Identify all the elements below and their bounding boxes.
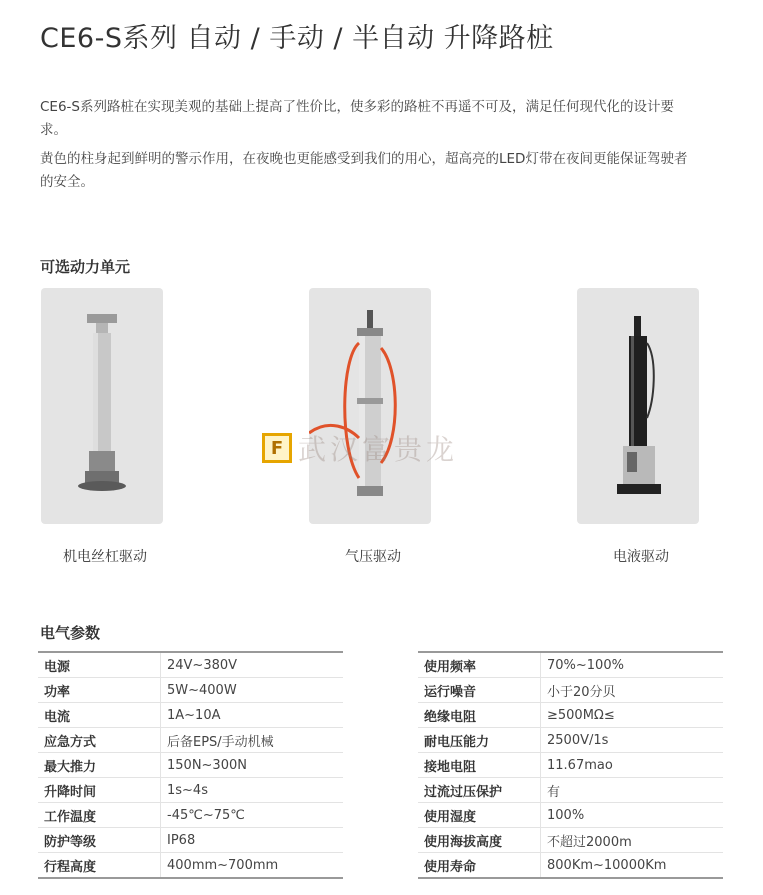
spec-key: 使用寿命 <box>418 853 541 879</box>
spec-value: 800Km~10000Km <box>541 853 724 879</box>
spec-value: 100% <box>541 803 724 828</box>
drives-heading: 可选动力单元 <box>40 258 131 276</box>
spec-value: 5W~400W <box>161 678 344 703</box>
spec-key: 耐电压能力 <box>418 728 541 753</box>
specs-heading: 电气参数 <box>40 624 101 642</box>
spec-key: 电源 <box>38 652 161 678</box>
spec-key: 绝缘电阻 <box>418 703 541 728</box>
page-title: CE6-S系列 自动 / 手动 / 半自动 升降路桩 <box>40 23 554 54</box>
pneumatic-bollard-image <box>309 288 431 524</box>
spec-value: 24V~380V <box>161 652 344 678</box>
lead-screw-bollard-image <box>41 288 163 524</box>
watermark-text: 武汉富贵龙 <box>298 433 459 466</box>
spec-key: 功率 <box>38 678 161 703</box>
spec-key: 接地电阻 <box>418 753 541 778</box>
spec-key: 过流过压保护 <box>418 778 541 803</box>
spec-value: 2500V/1s <box>541 728 724 753</box>
table-row <box>38 652 343 678</box>
table-row <box>418 753 723 778</box>
drive-label-pneumatic: 气压驱动 <box>345 549 401 565</box>
intro-paragraph-2: 黄色的柱身起到鲜明的警示作用，在夜晚也更能感受到我们的用心，超高亮的LED灯带在夜间更能保证驾驶者的安全。 <box>40 151 688 190</box>
spec-value: 11.67mao <box>541 753 724 778</box>
spec-key: 使用海拔高度 <box>418 828 541 853</box>
spec-key: 防护等级 <box>38 828 161 853</box>
table-row <box>418 678 723 703</box>
spec-key: 使用频率 <box>418 652 541 678</box>
spec-value: 70%~100% <box>541 652 724 678</box>
table-row <box>418 853 723 879</box>
spec-value: 后备EPS/手动机械 <box>161 728 344 753</box>
spec-key: 应急方式 <box>38 728 161 753</box>
spec-value: 有 <box>541 778 724 803</box>
table-row <box>418 703 723 728</box>
spec-value: ≥500MΩ≤ <box>541 703 724 728</box>
table-row <box>38 703 343 728</box>
table-row <box>418 728 723 753</box>
drive-label-electro-hydraulic: 电液驱动 <box>613 549 669 565</box>
table-row <box>418 828 723 853</box>
electro-hydraulic-bollard-image <box>577 288 699 524</box>
spec-key: 运行噪音 <box>418 678 541 703</box>
drive-card-pneumatic <box>309 288 459 565</box>
spec-value: 150N~300N <box>161 753 344 778</box>
watermark-logo: F <box>262 433 292 463</box>
spec-value: 400mm~700mm <box>161 853 344 879</box>
watermark <box>262 428 458 468</box>
spec-table-left <box>38 651 343 879</box>
table-row <box>38 753 343 778</box>
spec-value: 1A~10A <box>161 703 344 728</box>
spec-value: 不超过2000m <box>541 828 724 853</box>
spec-key: 工作温度 <box>38 803 161 828</box>
table-row <box>38 678 343 703</box>
spec-key: 使用湿度 <box>418 803 541 828</box>
spec-key: 最大推力 <box>38 753 161 778</box>
table-row <box>418 778 723 803</box>
table-row <box>418 652 723 678</box>
drive-card-lead-screw <box>41 288 191 565</box>
drive-card-electro-hydraulic <box>577 288 727 565</box>
table-row <box>418 803 723 828</box>
table-row <box>38 728 343 753</box>
table-row <box>38 828 343 853</box>
table-row <box>38 803 343 828</box>
spec-key: 电流 <box>38 703 161 728</box>
spec-key: 行程高度 <box>38 853 161 879</box>
intro-paragraph-1: CE6-S系列路桩在实现美观的基础上提高了性价比，使多彩的路桩不再遥不可及，满足任何现代化的设计要求。 <box>40 99 674 138</box>
table-row <box>38 853 343 879</box>
intro-text <box>40 96 700 200</box>
spec-value: 小于20分贝 <box>541 678 724 703</box>
spec-value: 1s~4s <box>161 778 344 803</box>
drive-label-lead-screw: 机电丝杠驱动 <box>63 549 147 565</box>
spec-table-right <box>418 651 723 879</box>
spec-value: -45℃~75℃ <box>161 803 344 828</box>
table-row <box>38 778 343 803</box>
spec-value: IP68 <box>161 828 344 853</box>
spec-key: 升降时间 <box>38 778 161 803</box>
